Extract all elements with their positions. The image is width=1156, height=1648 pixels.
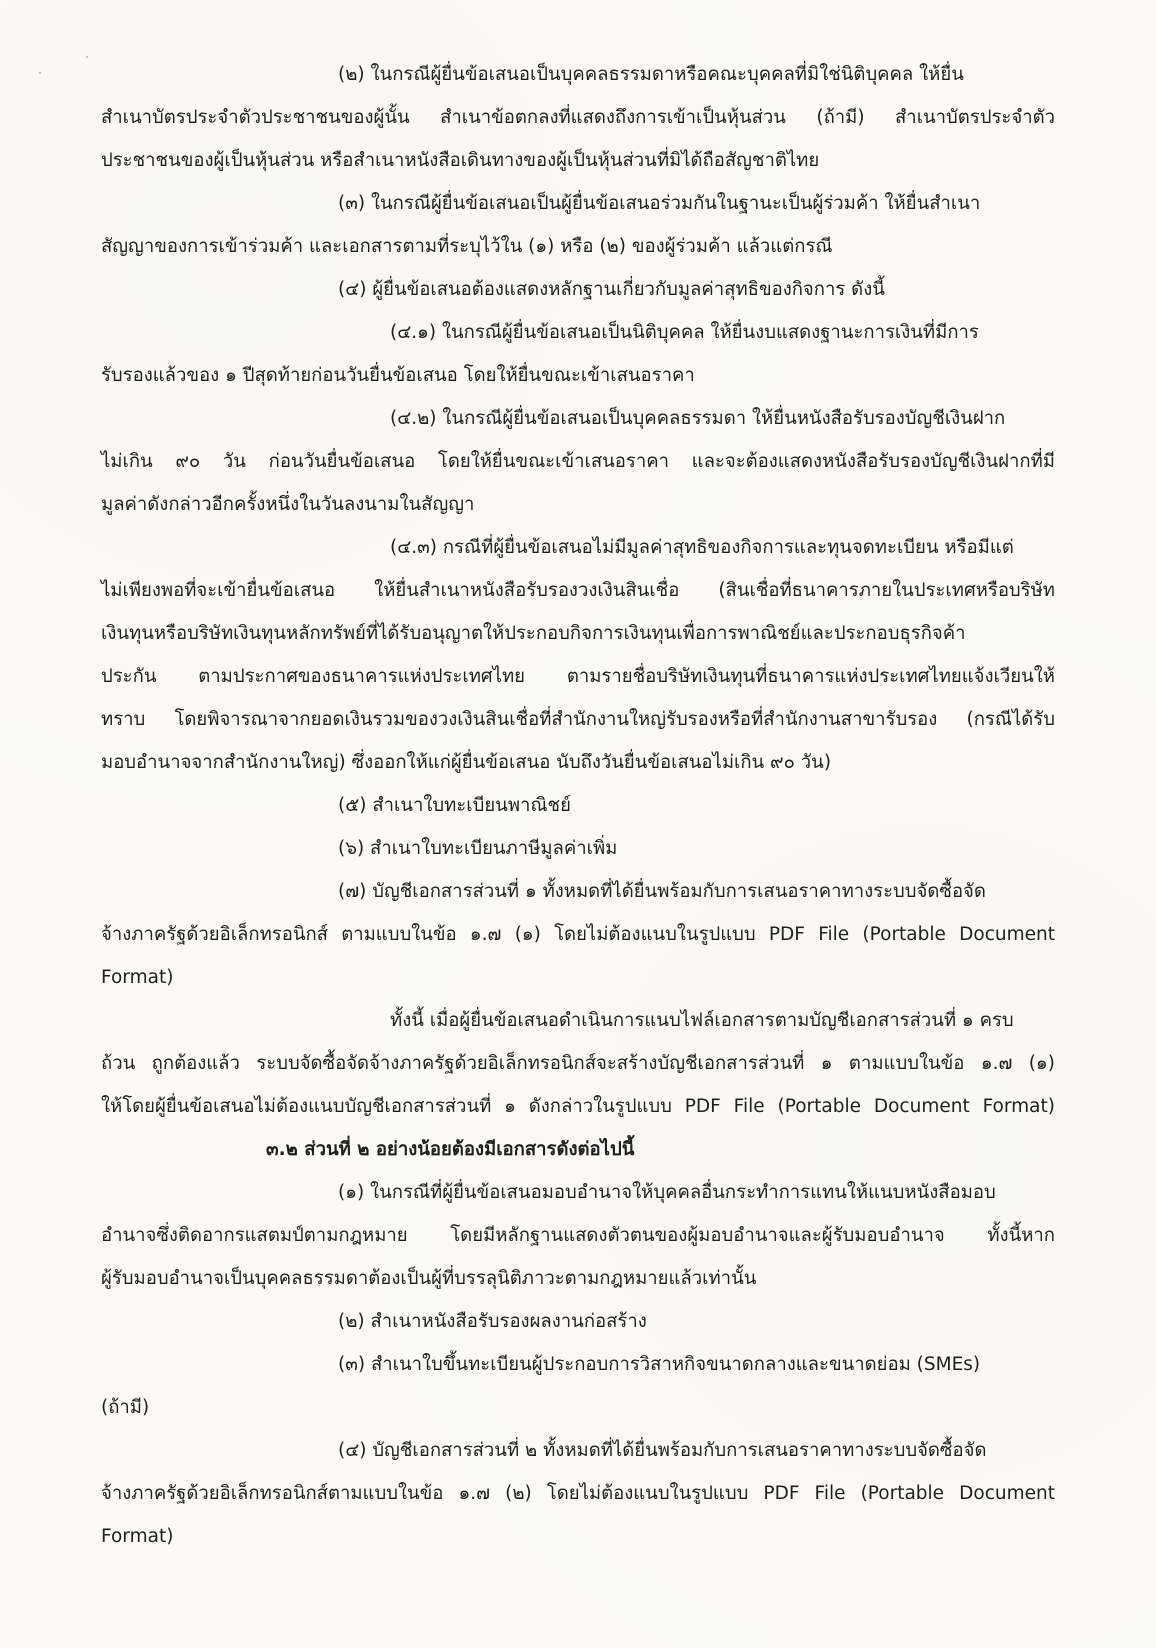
line-10: ไม่เกิน ๙๐ วัน ก่อนวันยื่นข้อเสนอ โดยให้ยื่นขณะเข้าเสนอราคา และจะต้องแสดงหนังสือรับรองบัญชีเงินฝากที่มี: [101, 451, 1055, 472]
line-14: เงินทุนหรือบริษัทเงินทุนหลักทรัพย์ที่ได้รับอนุญาตให้ประกอบกิจการเงินทุนเพื่อการพาณิชย์และประกอบธุรกิจค้า: [101, 623, 966, 644]
line-30: (๒) สำเนาหนังสือรับรองผลงานก่อสร้าง: [338, 1311, 647, 1332]
line-22: Format): [101, 967, 174, 988]
line-1: (๒) ในกรณีผู้ยื่นข้อเสนอเป็นบุคคลธรรมดาหรือคณะบุคคลที่มิใช่นิติบุคคล ให้ยื่น: [338, 64, 964, 85]
line-13: ไม่เพียงพอที่จะเข้ายื่นข้อเสนอ ให้ยื่นสำเนาหนังสือรับรองวงเงินสินเชื่อ (สินเชื่อที่ธนาคารภายในประเทศหรือบริษัท: [101, 580, 1055, 601]
line-31: (๓) สำเนาใบขึ้นทะเบียนผู้ประกอบการวิสาหกิจขนาดกลางและขนาดย่อม (SMEs): [338, 1354, 981, 1375]
line-2: สำเนาบัตรประจำตัวประชาชนของผู้นั้น สำเนาข้อตกลงที่แสดงถึงการเข้าเป็นหุ้นส่วน (ถ้ามี) สำเนาบัตรประจำตัว: [101, 107, 1055, 128]
line-20: (๗) บัญชีเอกสารส่วนที่ ๑ ทั้งหมดที่ได้ยื่นพร้อมกับการเสนอราคาทางระบบจัดซื้อจัด: [338, 881, 986, 902]
section-heading-3-2: ๓.๒ ส่วนที่ ๒ อย่างน้อยต้องมีเอกสารดังต่อไปนี้: [266, 1139, 635, 1160]
line-24: ถ้วน ถูกต้องแล้ว ระบบจัดซื้อจัดจ้างภาครัฐด้วยอิเล็กทรอนิกส์จะสร้างบัญชีเอกสารส่วนที่ ๑ ตามแบบในข้อ ๑.๗ (๑): [101, 1053, 1055, 1074]
line-8: รับรองแล้วของ ๑ ปีสุดท้ายก่อนวันยื่นข้อเสนอ โดยให้ยื่นขณะเข้าเสนอราคา: [101, 365, 695, 386]
line-29: ผู้รับมอบอำนาจเป็นบุคคลธรรมดาต้องเป็นผู้ที่บรรลุนิติภาวะตามกฎหมายแล้วเท่านั้น: [101, 1268, 757, 1289]
line-32: (ถ้ามี): [101, 1397, 150, 1418]
line-3: ประชาชนของผู้เป็นหุ้นส่วน หรือสำเนาหนังสือเดินทางของผู้เป็นหุ้นส่วนที่มิได้ถือสัญชาติไทย: [101, 150, 820, 171]
line-21: จ้างภาครัฐด้วยอิเล็กทรอนิกส์ ตามแบบในข้อ ๑.๗ (๑) โดยไม่ต้องแนบในรูปแบบ PDF File (Portable Document: [101, 924, 1055, 945]
line-28: อำนาจซึ่งติดอากรแสตมป์ตามกฎหมาย โดยมีหลักฐานแสดงตัวตนของผู้มอบอำนาจและผู้รับมอบอำนาจ ทั้งนี้หาก: [101, 1225, 1055, 1246]
line-7: (๔.๑) ในกรณีผู้ยื่นข้อเสนอเป็นนิติบุคคล ให้ยื่นงบแสดงฐานะการเงินที่มีการ: [390, 322, 979, 343]
line-23: ทั้งนี้ เมื่อผู้ยื่นข้อเสนอดำเนินการแนบไฟล์เอกสารตามบัญชีเอกสารส่วนที่ ๑ ครบ: [390, 1010, 1014, 1031]
line-6: (๔) ผู้ยื่นข้อเสนอต้องแสดงหลักฐานเกี่ยวกับมูลค่าสุทธิของกิจการ ดังนี้: [338, 279, 885, 300]
line-19: (๖) สำเนาใบทะเบียนภาษีมูลค่าเพิ่ม: [338, 838, 618, 859]
scan-speck: [86, 56, 88, 58]
line-33: (๔) บัญชีเอกสารส่วนที่ ๒ ทั้งหมดที่ได้ยื่นพร้อมกับการเสนอราคาทางระบบจัดซื้อจัด: [338, 1440, 987, 1461]
scan-speck: [39, 72, 41, 74]
line-11: มูลค่าดังกล่าวอีกครั้งหนึ่งในวันลงนามในสัญญา: [101, 494, 475, 515]
line-35: Format): [101, 1526, 174, 1547]
line-12: (๔.๓) กรณีที่ผู้ยื่นข้อเสนอไม่มีมูลค่าสุทธิของกิจการและทุนจดทะเบียน หรือมีแต่: [390, 537, 1014, 558]
line-16: ทราบ โดยพิจารณาจากยอดเงินรวมของวงเงินสินเชื่อที่สำนักงานใหญ่รับรองหรือที่สำนักงานสาขารับรอง (กรณีได้รับ: [101, 709, 1055, 730]
line-34: จ้างภาครัฐด้วยอิเล็กทรอนิกส์ตามแบบในข้อ ๑.๗ (๒) โดยไม่ต้องแนบในรูปแบบ PDF File (Portable Document: [101, 1483, 1055, 1504]
line-27: (๑) ในกรณีที่ผู้ยื่นข้อเสนอมอบอำนาจให้บุคคลอื่นกระทำการแทนให้แนบหนังสือมอบ: [338, 1182, 996, 1203]
line-5: สัญญาของการเข้าร่วมค้า และเอกสารตามที่ระบุไว้ใน (๑) หรือ (๒) ของผู้ร่วมค้า แล้วแต่กรณี: [101, 236, 833, 257]
line-15: ประกัน ตามประกาศของธนาคารแห่งประเทศไทย ตามรายชื่อบริษัทเงินทุนที่ธนาคารแห่งประเทศไทยแจ้งเวียนให้: [101, 666, 1055, 687]
line-17: มอบอำนาจจากสำนักงานใหญ่) ซึ่งออกให้แก่ผู้ยื่นข้อเสนอ นับถึงวันยื่นข้อเสนอไม่เกิน ๙๐ วัน): [101, 752, 832, 773]
line-25: ให้โดยผู้ยื่นข้อเสนอไม่ต้องแนบบัญชีเอกสารส่วนที่ ๑ ดังกล่าวในรูปแบบ PDF File (Portable Document Format): [101, 1096, 1055, 1117]
line-4: (๓) ในกรณีผู้ยื่นข้อเสนอเป็นผู้ยื่นข้อเสนอร่วมกันในฐานะเป็นผู้ร่วมค้า ให้ยื่นสำเนา: [338, 193, 981, 214]
line-18: (๕) สำเนาใบทะเบียนพาณิชย์: [338, 795, 571, 816]
line-9: (๔.๒) ในกรณีผู้ยื่นข้อเสนอเป็นบุคคลธรรมดา ให้ยื่นหนังสือรับรองบัญชีเงินฝาก: [390, 408, 1006, 429]
